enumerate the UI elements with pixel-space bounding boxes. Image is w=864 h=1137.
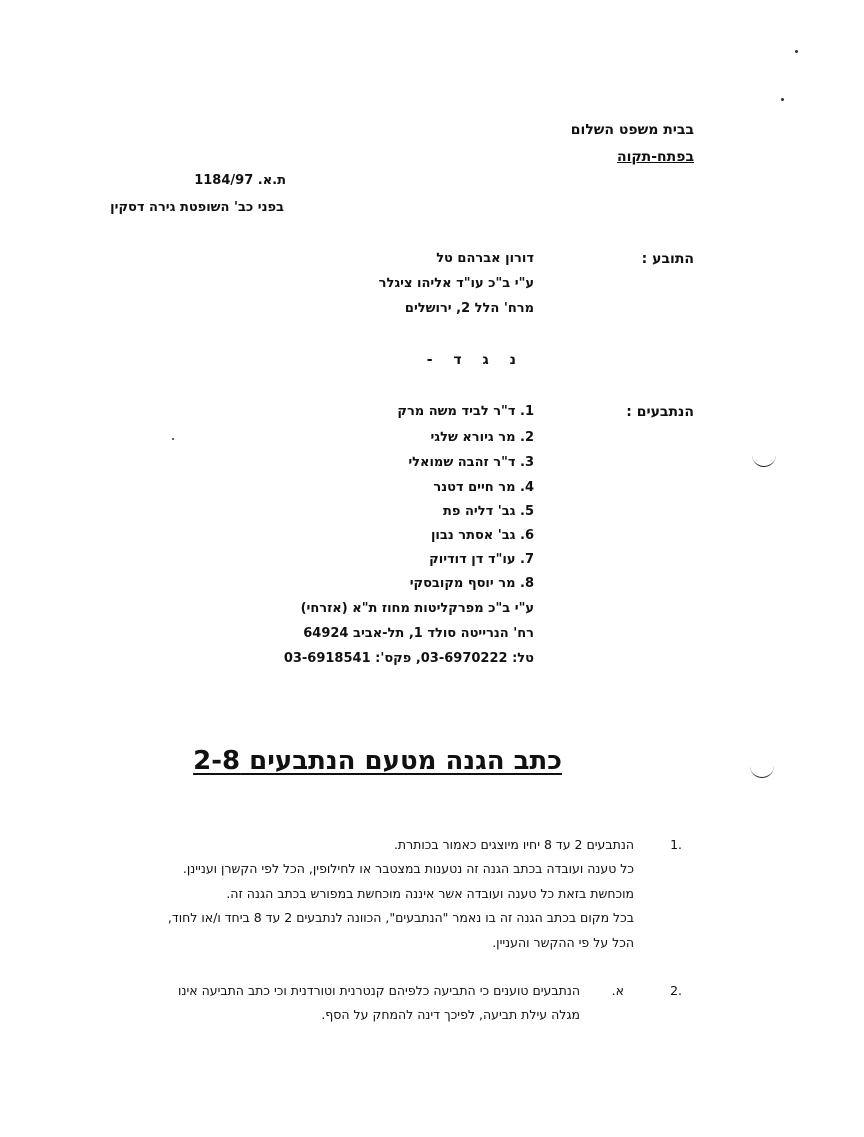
section-number: .2 (670, 983, 682, 998)
section1-line: בכל מקום בכתב הגנה זה בו נאמר "הנתבעים", הכוונה לנתבעים 2 עד 8 ביחד ו/או לחוד, (167, 910, 634, 925)
plaintiff-address: מרח' הלל 2, ירושלים (404, 301, 534, 316)
defendant-item: 8. מר יוסף מקובסקי (409, 576, 534, 591)
defendant-item: 4. מר חיים דטנר (433, 480, 534, 495)
document-title: כתב הגנה מטעם הנתבעים 2-8 (193, 746, 562, 776)
section1-line: הנתבעים 2 עד 8 יחיו מיוצגים כאמור בכותרת. (393, 837, 634, 852)
plaintiff-label: התובע : (641, 251, 694, 267)
judge-line: בפני כב' השופטת גירה דסקין (110, 200, 284, 215)
plaintiff-counsel: ע"י ב"כ עו"ד אליהו ציגלר (378, 276, 534, 291)
scan-speck (781, 98, 784, 101)
margin-mark (750, 765, 774, 778)
defendant-item: 3. ד"ר זהבה שמואלי (408, 455, 534, 470)
defendants-address: רח' הנרייטה סולד 1, תל-אביב 64924 (303, 626, 534, 641)
defendants-phone: טל: 03-6970222, פקס': 03-6918541 (283, 651, 534, 666)
section1-line: כל טענה ועובדה בכתב הגנה זה נטענות במצטבר או לחילופין, הכל לפי הקשרן ועניינן. (182, 861, 634, 876)
defendant-item: 5. גב' דליה פת (443, 504, 534, 519)
defendant-item: 1. ד"ר לביד משה מרק (397, 404, 534, 419)
section-number: .1 (670, 837, 682, 852)
case-number: ת.א. 1184/97 (194, 173, 286, 188)
defendant-item: 7. עו"ד דן דודיוק (429, 552, 534, 567)
defendant-item: 6. גב' אסתר נבון (430, 528, 534, 543)
defendants-label: הנתבעים : (626, 404, 694, 420)
section1-line: מוכחשת בזאת כל טענה ועובדה אשר איננה מוכחשת במפורש בכתב הגנה זה. (226, 886, 634, 901)
court-name: בבית משפט השלום (570, 122, 694, 138)
margin-mark (752, 454, 776, 467)
section2-line: הנתבעים טוענים כי התביעה כלפיהם קנטרנית וטורדנית וכי כתב התביעה אינו (178, 983, 580, 998)
plaintiff-name: דורון אברהם טל (436, 251, 534, 266)
versus-line: נ ג ד - (426, 352, 524, 368)
scan-speck (172, 438, 174, 440)
scan-speck (795, 50, 798, 53)
defendants-counsel: ע"י ב"כ מפרקליטות מחוז ת"א (אזרחי) (300, 601, 534, 616)
section1-line: הכל על פי ההקשר והעניין. (492, 935, 634, 950)
defendant-item: 2. מר גיורא שלגי (430, 430, 534, 445)
section2-line: מגלה עילת תביעה, לפיכך דינה להמחק על הסף. (321, 1007, 580, 1022)
court-location: בפתח-תקוה (616, 149, 694, 165)
section2-sub: א. (611, 983, 624, 998)
